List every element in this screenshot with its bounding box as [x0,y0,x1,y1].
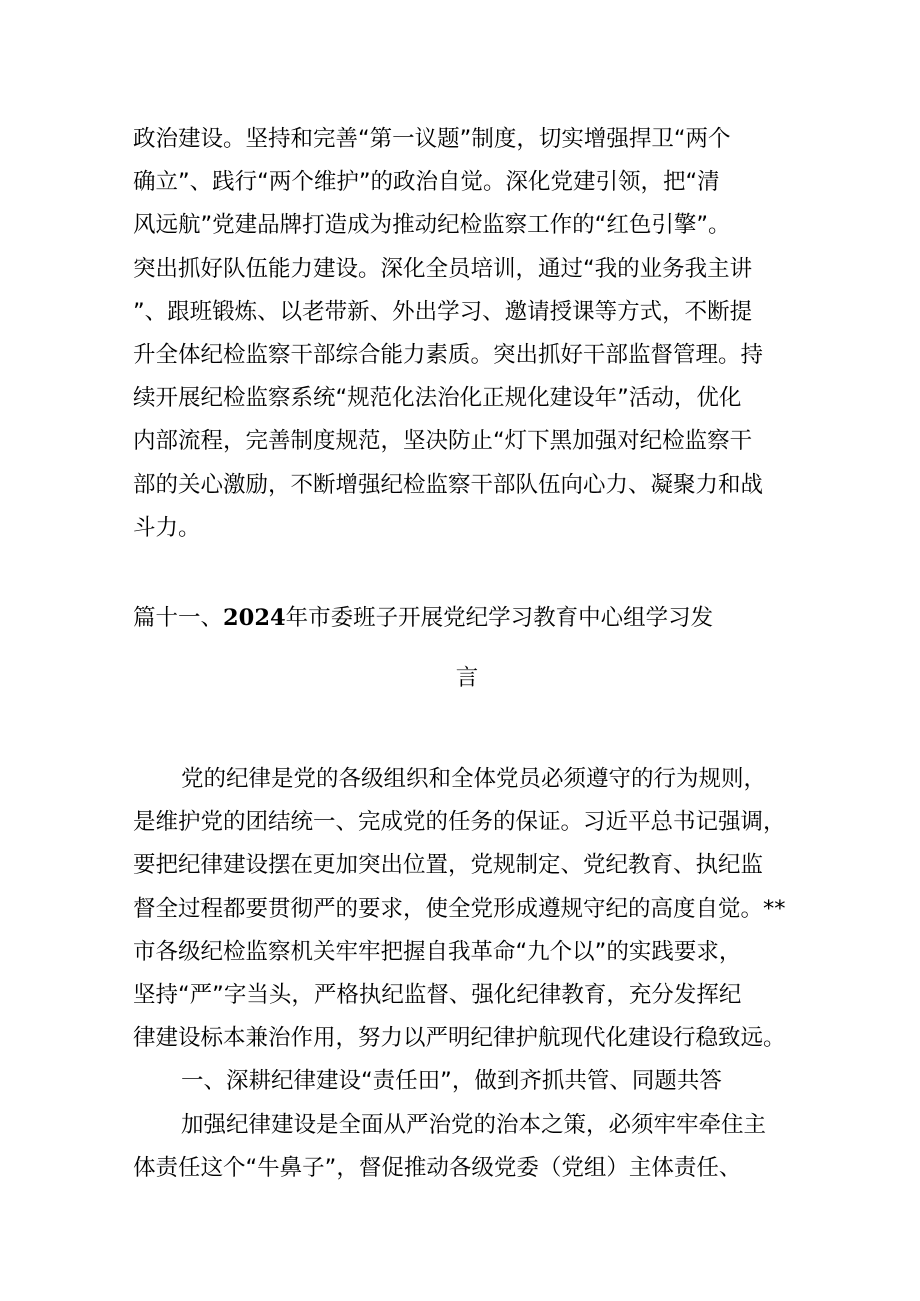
text-line: 体责任这个“牛鼻子”，督促推动各级党委（党组）主体责任、 [133,1154,742,1181]
heading-rest: 年市委班子开展党纪学习教育中心组学习发 [285,605,714,631]
text-line: 政治建设。坚持和完善“第一议题”制度，切实增强捍卫“两个 [133,126,731,152]
text-line: 加强纪律建设是全面从严治党的治本之策，必须牢牢牵住主 [181,1111,767,1138]
text-line: 党的纪律是党的各级组织和全体党员必须遵守的行为规则， [181,766,767,792]
text-line: 律建设标本兼治作用，努力以严明纪律护航现代化建设行稳致远。 [133,1025,786,1052]
heading-line [133,597,793,640]
text-line: 坚持“严”字当头，严格执纪监督、强化纪律教育，充分发挥纪 [133,981,742,1008]
text-line: 风远航”党建品牌打造成为推动纪检监察工作的“红色引擎”。 [133,212,731,239]
heading-year: 2024 [223,605,286,631]
heading-prefix: 篇十一、 [133,605,224,631]
section-title: 一、深耕纪律建设“责任田”，做到齐抓共管、同题共答 [181,1068,722,1095]
article-body [133,758,793,1190]
continued-paragraph [133,118,793,550]
text-line: 市各级纪检监察机关牢牢把握自我革命“九个以”的实践要求， [133,938,742,965]
text-line: 升全体纪检监察干部综合能力素质。突出抓好干部监督管理。持 [133,341,764,368]
text-line: 部的关心激励，不断增强纪检监察干部队伍向心力、凝聚力和战 [133,471,764,498]
text-line: 确立”、践行“两个维护”的政治自觉。深化党建引领，把“清 [133,169,720,196]
text-line: 督全过程都要贯彻严的要求，使全党形成遵规守纪的高度自觉。** [133,895,786,922]
text-line: ”、跟班锻炼、以老带新、外出学习、邀请授课等方式，不断提 [133,298,753,325]
text-line: 续开展纪检监察系统“规范化法治化正规化建设年”活动，优化 [133,385,742,412]
heading-tail: 言 [455,665,479,692]
text-line: 斗力。 [133,514,201,541]
text-line: 突出抓好队伍能力建设。深化全员培训，通过“我的业务我主讲 [133,255,753,282]
text-line: 内部流程，完善制度规范，坚决防止“灯下黑加强对纪检监察干 [133,428,753,455]
text-line: 是维护党的团结统一、完成党的任务的保证。习近平总书记强调， [133,809,786,836]
text-line: 要把纪律建设摆在更加突出位置，党规制定、党纪教育、执纪监 [133,852,764,879]
article-heading [133,597,793,700]
